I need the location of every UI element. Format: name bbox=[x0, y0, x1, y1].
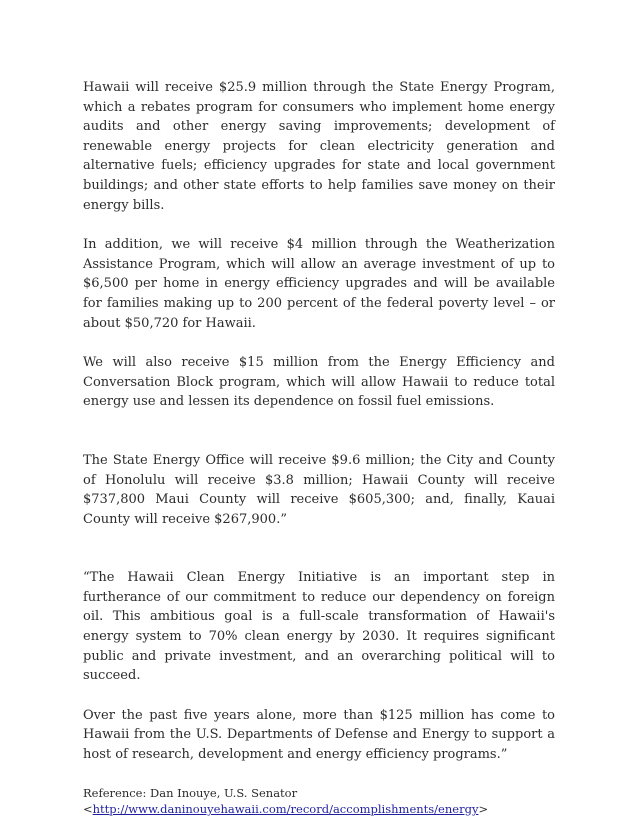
paragraph-efficiency-block: We will also receive $15 million from the Energy Efficiency and Conversation Block program, which will allow Hawaii to reduce total energy use and lessen its dependence on fossil fuel emissions. bbox=[83, 355, 555, 410]
url-open-bracket: < bbox=[83, 802, 93, 817]
paragraph-state-energy-program: Hawaii will receive $25.9 million through the State Energy Program, which a rebates program for consumers who implement home energy audits and other energy saving improvements; development of renewable energy projects for clean electricity generation and alternative fuels; efficiency upgrades for state and local government buildings; and other state efforts to help families save money on their energy bills. bbox=[83, 80, 555, 213]
paragraph-weatherization: In addition, we will receive $4 million through the Weatherization Assistance Program, which will allow an average investment of up to $6,500 per home in energy efficiency upgrades and will be available for families making up to 200 percent of the federal poverty level – or about $50,720 for Hawaii. bbox=[83, 237, 555, 331]
paragraph-clean-energy-initiative: “The Hawaii Clean Energy Initiative is an important step in furtherance of our commitment to reduce our dependency on foreign oil. This ambitious goal is a full-scale transformation of Hawaii's energy system to 70% clean energy by 2030. It requires significant public and private investment, and an overarching political will to succeed. bbox=[83, 570, 555, 684]
reference-line: Reference: Dan Inouye, U.S. Senator bbox=[83, 785, 298, 800]
reference-block bbox=[83, 785, 555, 818]
url-close-bracket: > bbox=[478, 802, 489, 817]
paragraph-county-allocations: The State Energy Office will receive $9.6 million; the City and County of Honolulu will receive $3.8 million; Hawaii County will receive $737,800 Maui County will receive $605,300; and, finally, Kauai County will receive $267,900.” bbox=[83, 452, 555, 527]
document-body bbox=[83, 78, 555, 818]
paragraph-federal-funding: Over the past five years alone, more than $125 million has come to Hawaii from the U.S. Departments of Defense and Energy to support a host of research, development and energy efficiency programs.” bbox=[83, 707, 555, 763]
reference-url-line bbox=[83, 801, 555, 818]
reference-link[interactable]: http://www.daninouyehawaii.com/record/accomplishments/energy bbox=[92, 802, 479, 817]
